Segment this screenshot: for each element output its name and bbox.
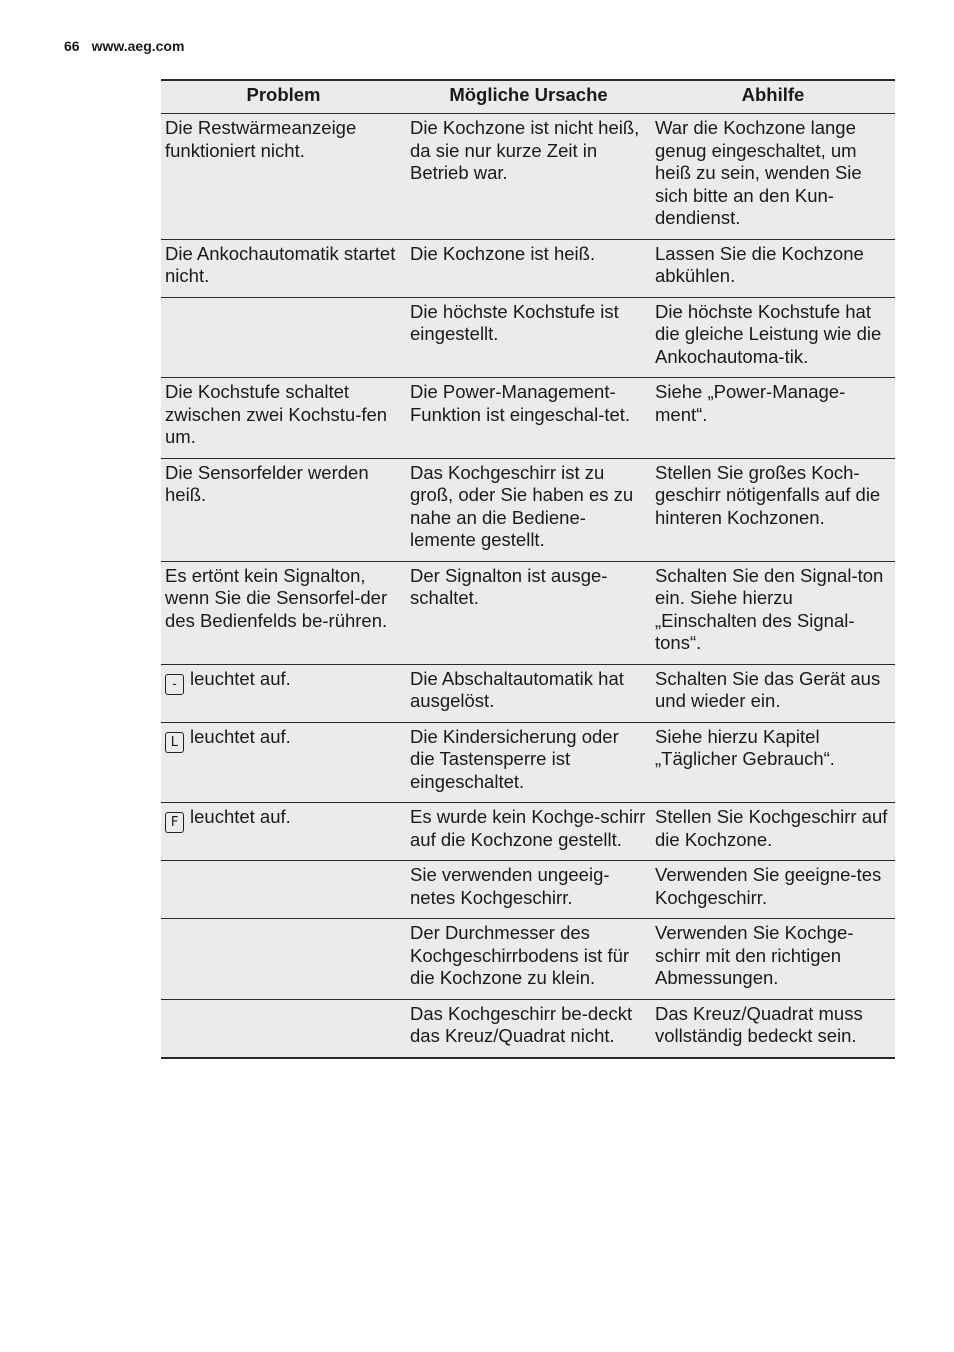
column-header-cause: Mögliche Ursache [449, 84, 608, 106]
cell-problem [161, 239, 406, 297]
display-symbol-icon: - [165, 674, 184, 695]
table-row [161, 378, 895, 459]
cell-problem [161, 722, 406, 803]
cell-cause: Das Kochgeschirr ist zu groß, oder Sie haben es zu nahe an die Bediene-lemente gestellt. [410, 461, 634, 550]
cell-cause: Die Kochzone ist heiß. [410, 242, 596, 264]
cell-remedy: Verwenden Sie geeigne-tes Kochgeschirr. [655, 864, 882, 908]
cell-problem [161, 919, 406, 1000]
cell-problem [161, 803, 406, 861]
cell-remedy: Das Kreuz/Quadrat muss vollständig bedeckt sein. [655, 1002, 863, 1046]
cell-cause: Die Kindersicherung oder die Tastensperre ist eingeschaltet. [410, 725, 619, 792]
site-url: www.aeg.com [91, 38, 185, 54]
problem-text: leuchtet auf. [190, 667, 291, 689]
cell-problem [161, 458, 406, 561]
display-symbol-icon: L [165, 732, 184, 753]
problem-text: leuchtet auf. [190, 806, 291, 827]
cell-problem [161, 561, 406, 664]
problem-text: leuchtet auf. [190, 725, 291, 747]
table-header-row [161, 80, 895, 114]
cell-remedy: Stellen Sie Kochgeschirr auf die Kochzone. [655, 806, 888, 850]
table-row [161, 722, 895, 803]
cell-cause: Das Kochgeschirr be-deckt das Kreuz/Quadrat nicht. [410, 1002, 633, 1046]
problem-text: Die Restwärmeanzeige funktioniert nicht. [165, 117, 357, 161]
table-row [161, 999, 895, 1058]
column-header-remedy: Abhilfe [741, 84, 805, 106]
cell-cause: Die Power-Management-Funktion ist eingeschal-tet. [410, 381, 631, 425]
cell-cause: Die höchste Kochstufe ist eingestellt. [410, 300, 619, 344]
cell-remedy: Siehe hierzu Kapitel „Täglicher Gebrauch“. [655, 725, 835, 769]
troubleshooting-table [161, 79, 895, 1059]
page-number: 66 [64, 38, 80, 54]
cell-cause: Die Abschaltautomatik hat ausgelöst. [410, 667, 624, 711]
cell-cause: Es wurde kein Kochge-schirr auf die Kochzone gestellt. [410, 806, 646, 850]
cell-remedy: Die höchste Kochstufe hat die gleiche Leistung wie die Ankochautoma-tik. [655, 300, 882, 367]
table-row [161, 861, 895, 919]
display-symbol-icon: F [165, 812, 184, 833]
column-header-problem: Problem [246, 84, 321, 106]
cell-remedy: Siehe „Power-Manage-ment“. [655, 381, 846, 425]
cell-cause: Der Durchmesser des Kochgeschirrbodens ist für die Kochzone zu klein. [410, 922, 630, 988]
table-row [161, 239, 895, 297]
cell-problem [161, 861, 406, 919]
cell-remedy: Verwenden Sie Kochge-schirr mit den richtigen Abmessungen. [655, 922, 854, 988]
table-row [161, 561, 895, 664]
cell-remedy: Lassen Sie die Kochzone abkühlen. [655, 242, 864, 286]
cell-problem [161, 378, 406, 459]
cell-cause: Der Signalton ist ausge-schaltet. [410, 564, 608, 608]
cell-remedy: War die Kochzone lange genug eingeschaltet, um heiß zu sein, wenden Sie sich bitte an den Kun-dendienst. [655, 117, 862, 228]
cell-remedy: Stellen Sie großes Koch-geschirr nötigenfalls auf die hinteren Kochzonen. [655, 461, 881, 528]
table-row [161, 803, 895, 861]
problem-text: Es ertönt kein Signalton, wenn Sie die Sensorfel-der des Bedienfelds be-rühren. [165, 564, 388, 631]
cell-cause: Die Kochzone ist nicht heiß, da sie nur kurze Zeit in Betrieb war. [410, 117, 640, 183]
cell-remedy: Schalten Sie das Gerät aus und wieder ein. [655, 667, 881, 711]
cell-problem [161, 114, 406, 240]
problem-text: Die Sensorfelder werden heiß. [165, 461, 369, 505]
problem-text: Die Kochstufe schaltet zwischen zwei Kochstu-fen um. [165, 381, 388, 447]
table-row [161, 664, 895, 722]
page-header [64, 38, 184, 54]
cell-problem [161, 999, 406, 1058]
table-row [161, 297, 895, 378]
cell-problem [161, 664, 406, 722]
cell-cause: Sie verwenden ungeeig-netes Kochgeschirr. [410, 864, 610, 908]
cell-remedy: Schalten Sie den Signal-ton ein. Siehe hierzu „Einschalten des Signal-tons“. [655, 564, 884, 653]
table-row [161, 458, 895, 561]
cell-problem [161, 297, 406, 378]
problem-text: Die Ankochautomatik startet nicht. [165, 242, 396, 286]
table-row [161, 919, 895, 1000]
table-row [161, 114, 895, 240]
